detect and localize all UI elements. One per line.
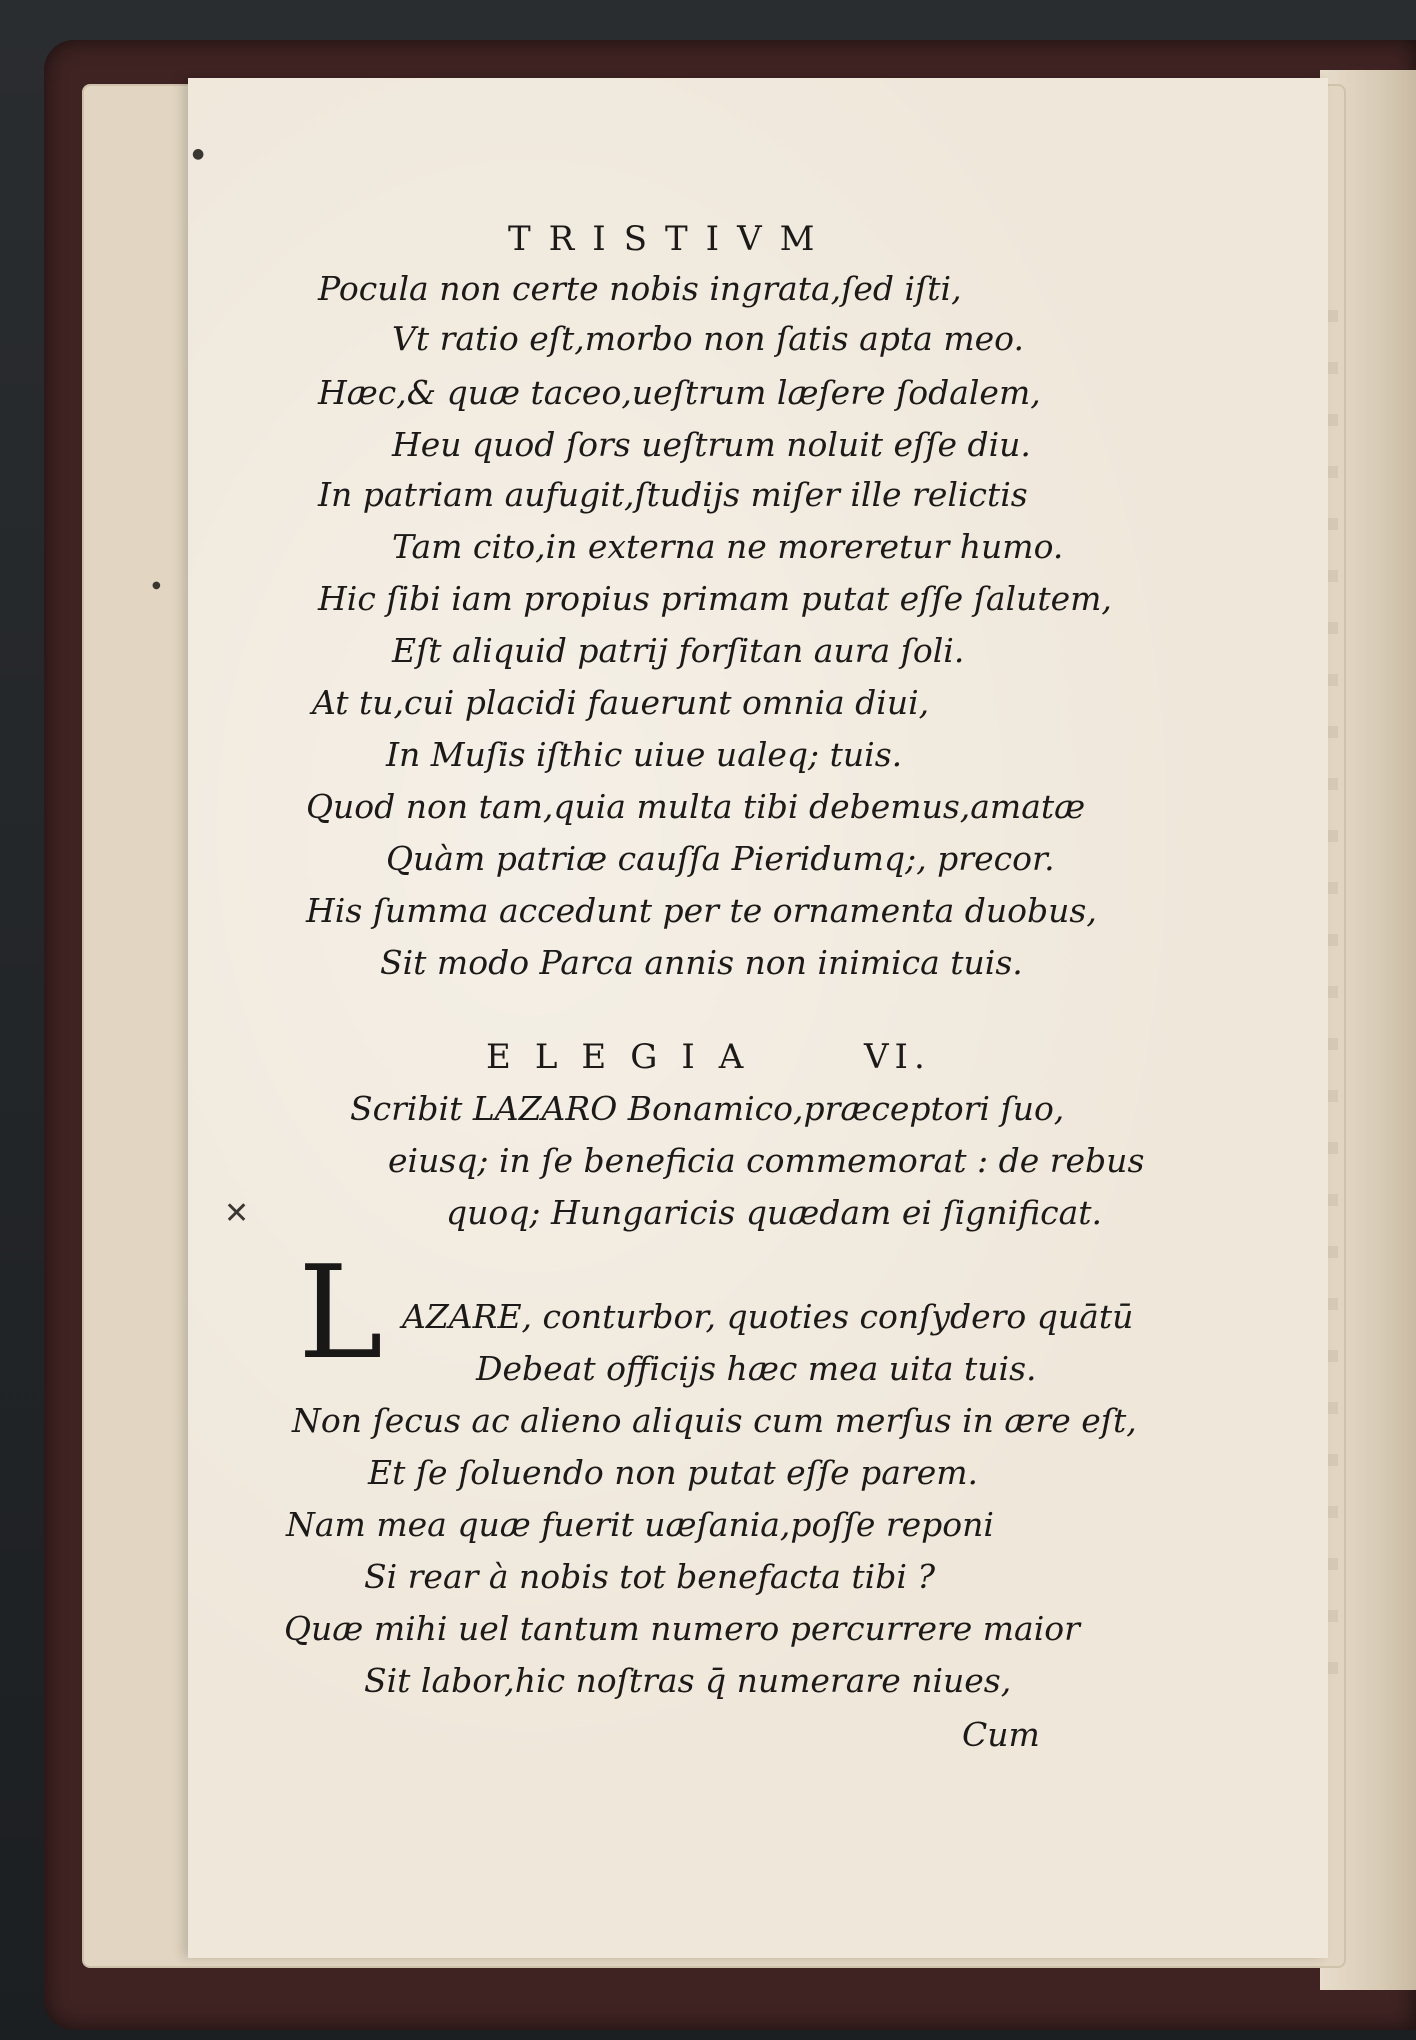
verse-line: At tu,cui placidi fauerunt omnia diui, <box>312 683 930 722</box>
verse-line: Si rear à nobis tot benefacta tibi ? <box>364 1557 936 1596</box>
verse-line: Nam mea quæ fuerit uæſania,poſſe reponi <box>286 1505 994 1544</box>
verse-line: Heu quod ſors ueſtrum noluit eſſe diu. <box>392 425 1031 464</box>
verse-line: Hic ſibi iam propius primam putat eſſe ſalutem, <box>318 579 1112 618</box>
verse-line: Quæ mihi uel tantum numero percurrere maior <box>284 1609 1080 1648</box>
margin-dot: ● <box>152 580 161 591</box>
verse-line: Vt ratio eſt,morbo non ſatis apta meo. <box>392 319 1024 358</box>
verse-line: In Muſis iſthic uiue ualeq; tuis. <box>386 735 903 774</box>
argument-line: eiusq; in ſe beneficia commemorat : de rebus <box>388 1141 1145 1180</box>
catchword: Cum <box>962 1715 1040 1754</box>
argument-line: quoq; Hungaricis quædam ei ſignificat. <box>446 1193 1103 1232</box>
verse-line: Pocula non certe nobis ingrata,ſed iſti, <box>318 269 962 308</box>
verse-line: AZARE, conturbor, quoties conſydero quātū <box>402 1297 1134 1336</box>
margin-dot: ● <box>192 146 205 162</box>
elegy-heading: ELEGIA <box>486 1037 768 1077</box>
verse-line: Non ſecus ac alieno aliquis cum merſus in ære eſt, <box>292 1401 1137 1440</box>
verse-line: His ſumma accedunt per te ornamenta duobus, <box>306 891 1097 930</box>
elegy-number: VI. <box>864 1037 931 1077</box>
verse-line: Quàm patriæ cauſſa Pieridumq;, precor. <box>386 839 1055 878</box>
verse-line: Sit labor,hic noſtras q̄ numerare niues, <box>364 1661 1012 1700</box>
drop-cap-initial: L <box>298 1239 383 1388</box>
argument-line: Scribit LAZARO Bonamico,præceptori ſuo, <box>350 1089 1065 1128</box>
verse-line: Sit modo Parca annis non inimica tuis. <box>380 943 1023 982</box>
margin-cross-mark: ✕ <box>224 1196 250 1231</box>
verse-line: Quod non tam,quia multa tibi debemus,amatæ <box>306 787 1086 826</box>
verse-line: Tam cito,in externa ne moreretur humo. <box>392 527 1064 566</box>
running-head: TRISTIVM <box>508 219 833 259</box>
verse-line: Debeat officijs hæc mea uita tuis. <box>476 1349 1037 1388</box>
verse-line: Hæc,& quæ taceo,ueſtrum læſere ſodalem, <box>318 373 1041 412</box>
verse-line: Eſt aliquid patrij forſitan aura ſoli. <box>392 631 965 670</box>
verse-line: Et ſe ſoluendo non putat eſſe parem. <box>368 1453 979 1492</box>
verse-line: In patriam aufugit,ſtudijs miſer ille relictis <box>318 475 1028 514</box>
